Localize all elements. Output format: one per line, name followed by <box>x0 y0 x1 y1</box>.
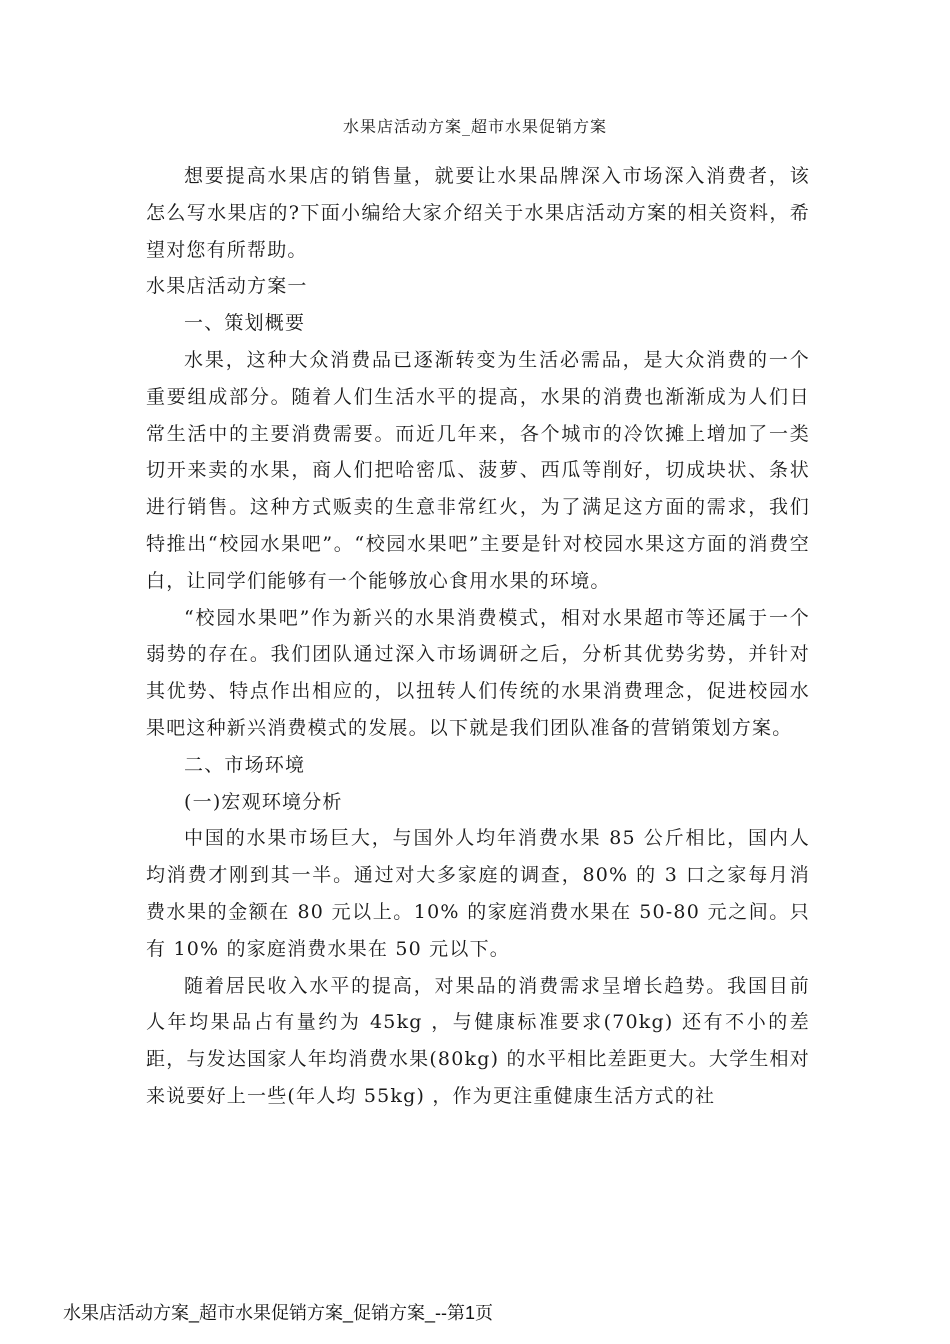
subheading-planning-overview: 一、策划概要 <box>184 312 306 335</box>
paragraph-consumption-trend: 随着居民收入水平的提高，对果品的消费需求呈增长趋势。我国目前人年均果品占有量约为 45kg ，与健康标准要求(70kg) 还有不小的差距，与发达国家人年均消费水果(80kg) 的水平相比差距更大。大学生相对来说要好上一些(年人均 55kg) ，作为更注重健康生活方式的社 <box>146 974 810 1107</box>
paragraph-market-size: 中国的水果市场巨大，与国外人均年消费水果 85 公斤相比，国内人均消费才刚到其一半。通过对大多家庭的调查，80% 的 3 口之家每月消费水果的金额在 80 元以上。10% 的家庭消费水果在 50-80 元之间。只有 10% 的家庭消费水果在 50 元以下。 <box>146 827 810 960</box>
intro-paragraph: 想要提高水果店的销售量，就要让水果品牌深入市场深入消费者，该怎么写水果店的?下面小编给大家介绍关于水果店活动方案的相关资料，希望对您有所帮助。 <box>146 165 810 261</box>
subheading-macro-analysis: (一)宏观环境分析 <box>184 790 343 813</box>
document-body <box>146 158 810 1115</box>
document-title: 水果店活动方案_超市水果促销方案 <box>342 117 607 136</box>
page-footer: 水果店活动方案_超市水果促销方案_促销方案_--第1页 <box>63 1303 494 1323</box>
subheading-market-environment: 二、市场环境 <box>184 753 306 776</box>
section-heading-plan-one: 水果店活动方案一 <box>146 275 308 298</box>
paragraph-fruit-consumption: 水果，这种大众消费品已逐渐转变为生活必需品，是大众消费的一个重要组成部分。随着人们生活水平的提高，水果的消费也渐渐成为人们日常生活中的主要消费需要。而近几年来，各个城市的冷饮摊上增加了一类切开来卖的水果，商人们把哈密瓜、菠萝、西瓜等削好，切成块状、条状进行销售。这种方式贩卖的生意非常红火，为了满足这方面的需求，我们特推出“校园水果吧”。“校园水果吧”主要是针对校园水果这方面的消费空白，让同学们能够有一个能够放心食用水果的环境。 <box>146 348 810 592</box>
paragraph-campus-fruit-bar: “校园水果吧”作为新兴的水果消费模式，相对水果超市等还属于一个弱势的存在。我们团队通过深入市场调研之后，分析其优势劣势，并针对其优势、特点作出相应的，以扭转人们传统的水果消费理念，促进校园水果吧这种新兴消费模式的发展。以下就是我们团队准备的营销策划方案。 <box>146 606 810 739</box>
